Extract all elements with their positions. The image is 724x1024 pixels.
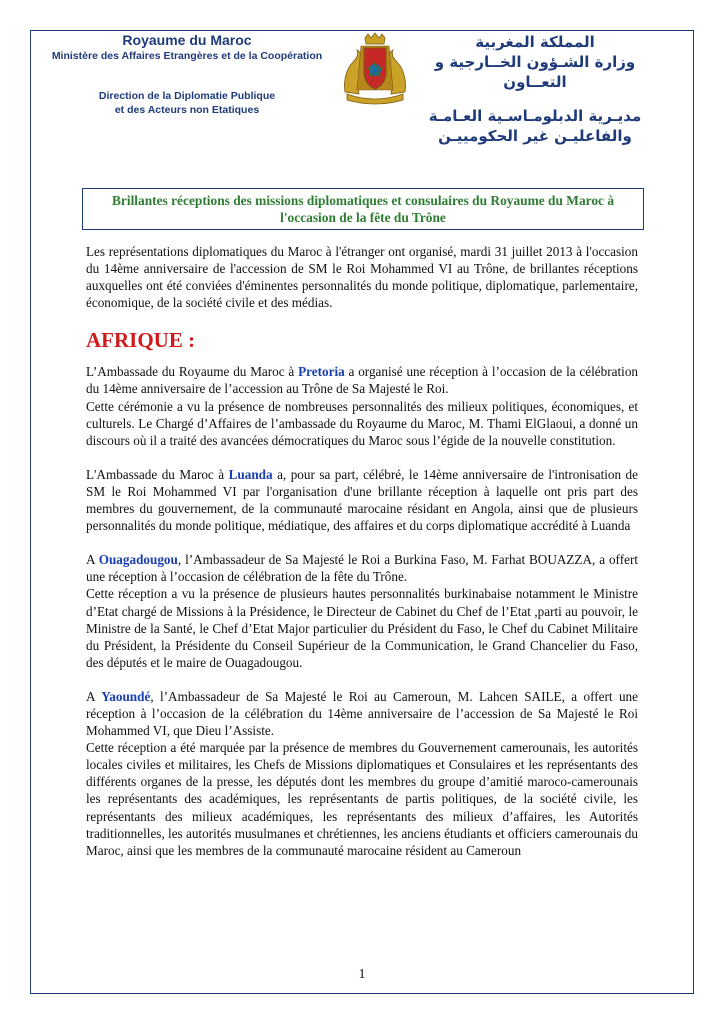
text-segment: A xyxy=(86,688,102,704)
spacer xyxy=(86,449,638,466)
directorate-subname-fr: et des Acteurs non Etatiques xyxy=(114,104,260,116)
spacer xyxy=(86,671,638,688)
paragraph-pretoria xyxy=(86,363,638,397)
text-segment: L'Ambassade du Maroc à xyxy=(86,466,229,482)
spacer xyxy=(86,534,638,551)
paragraph-yaounde xyxy=(86,688,638,739)
city-pretoria: Pretoria xyxy=(298,364,345,380)
document-title: Brillantes réceptions des missions diplomatiques et consulaires du Royaume du Maroc à l'occasion de la fête du Trône xyxy=(82,188,644,230)
directorate-name-ar: مديـرية الدبلومـاسـية العـامـة xyxy=(428,107,642,125)
header-right-arabic xyxy=(420,32,650,146)
directorate-name-fr: Direction de la Diplomatie Publique xyxy=(98,90,276,102)
kingdom-name-ar: المملكة المغربية xyxy=(475,33,595,51)
text-segment: L’Ambassade du Royaume du Maroc à xyxy=(86,364,299,380)
text-segment: a organisé une réception à l’occasion de la célébration du 14ème anniversaire de l’accession au Trône de Sa Majesté le Roi. xyxy=(86,364,639,397)
paragraph-ouagadougou-detail: Cette réception a vu la présence de plusieurs hautes personnalités burkinabaise notamment le Ministre d’Etat chargé de Missions à la Présidence, le Directeur de Cabinet du Chef de l’Etat ,parti au pouvoir, le Ministre de la Santé, le Chef d’Etat Major particulier du Président du Faso, le Chef du Cabinet Militaire du Président, la Présidente du Conseil Supérieur de la Communication, le Grand Chancelier du Faso, des députés et le maire de Ouagadougou. xyxy=(86,586,638,670)
city-yaounde: Yaoundé xyxy=(101,688,151,704)
header-left-french xyxy=(32,32,342,117)
paragraph-pretoria-detail: Cette cérémonie a vu la présence de nombreuses personnalités des milieux politiques, économiques, et culturels. Le Chargé d’Affaires de l’ambassade du Royaume du Maroc, M. Thami ElGlaoui, a donné un discours où il a traité des avancées démocratiques du Maroc sous l’égide de la nouvelle constitution. xyxy=(86,398,638,448)
document-body xyxy=(86,243,638,859)
moroccan-coat-of-arms-icon xyxy=(337,32,413,108)
ministry-name-fr: Ministère des Affaires Etrangères et de la Coopération xyxy=(51,50,323,62)
directorate-subname-ar: والفاعليـن غير الحكومييـن xyxy=(438,127,632,145)
city-ouagadougou: Ouagadougou xyxy=(98,552,178,568)
city-luanda: Luanda xyxy=(228,466,273,482)
paragraph-ouagadougou xyxy=(86,551,638,585)
intro-paragraph: Les représentations diplomatiques du Maroc à l'étranger ont organisé, mardi 31 juillet 2013 à l'occasion du 14ème anniversaire de l'accession de SM le Roi Mohammed VI au Trône, de brillantes réceptions auxquelles ont été conviées d'éminentes personnalités du monde politique, diplomatique, parlementaire, économique, de la société civile et des médias. xyxy=(86,244,638,311)
text-segment: a, pour sa part, célébré, le 14ème anniversaire de l'intronisation de SM le Roi Mohammed VI par l'organisation d'une brillante réception à laquelle ont pris part des membres du gouvernement, de la communauté marocaine résidant en Angola, ainsi que de plusieurs personnalités du monde politique, médiatique, des affaires et du corps diplomatique accrédité à Luanda xyxy=(86,466,639,534)
section-heading-afrique: AFRIQUE : xyxy=(86,328,196,353)
paragraph-luanda xyxy=(86,466,638,534)
text-segment: A xyxy=(86,552,99,568)
kingdom-name-fr: Royaume du Maroc xyxy=(122,32,252,48)
text-segment: , l’Ambassadeur de Sa Majesté le Roi au Cameroun, M. Lahcen SAILE, a offert une réception à l’occasion de la célébration du 14ème anniversaire de l’accession de Sa Majesté le Roi Mohammed VI, que Dieu l’Assiste. xyxy=(86,688,639,739)
paragraph-yaounde-detail: Cette réception a été marquée par la présence de membres du Gouvernement camerounais, les autorités locales civiles et militaires, les Chefs de Missions diplomatiques et Consulaires et les représentants des différents organes de la presse, les députés dont les membres du groupe d’amitié maroco-camerounais les représentants des académiques, les représentants de partis politiques, de la société civile, les représentants des milieux académiques, les représentants des milieux d’affaires, les Autorités traditionnelles, les autorités musulmanes et chrétiennes, les anciens étudiants et officiers camerounais du Maroc, ainsi que les membres de la communauté marocaine résident au Cameroun xyxy=(86,740,638,858)
ministry-name-ar: وزارة الشـؤون الخــارجية و التعــاون xyxy=(434,53,636,91)
page-number: 1 xyxy=(358,967,366,982)
text-segment: , l’Ambassadeur de Sa Majesté le Roi a Burkina Faso, M. Farhat BOUAZZA, a offert une réception à l’occasion de célébration de la fête du Trône. xyxy=(86,552,639,585)
